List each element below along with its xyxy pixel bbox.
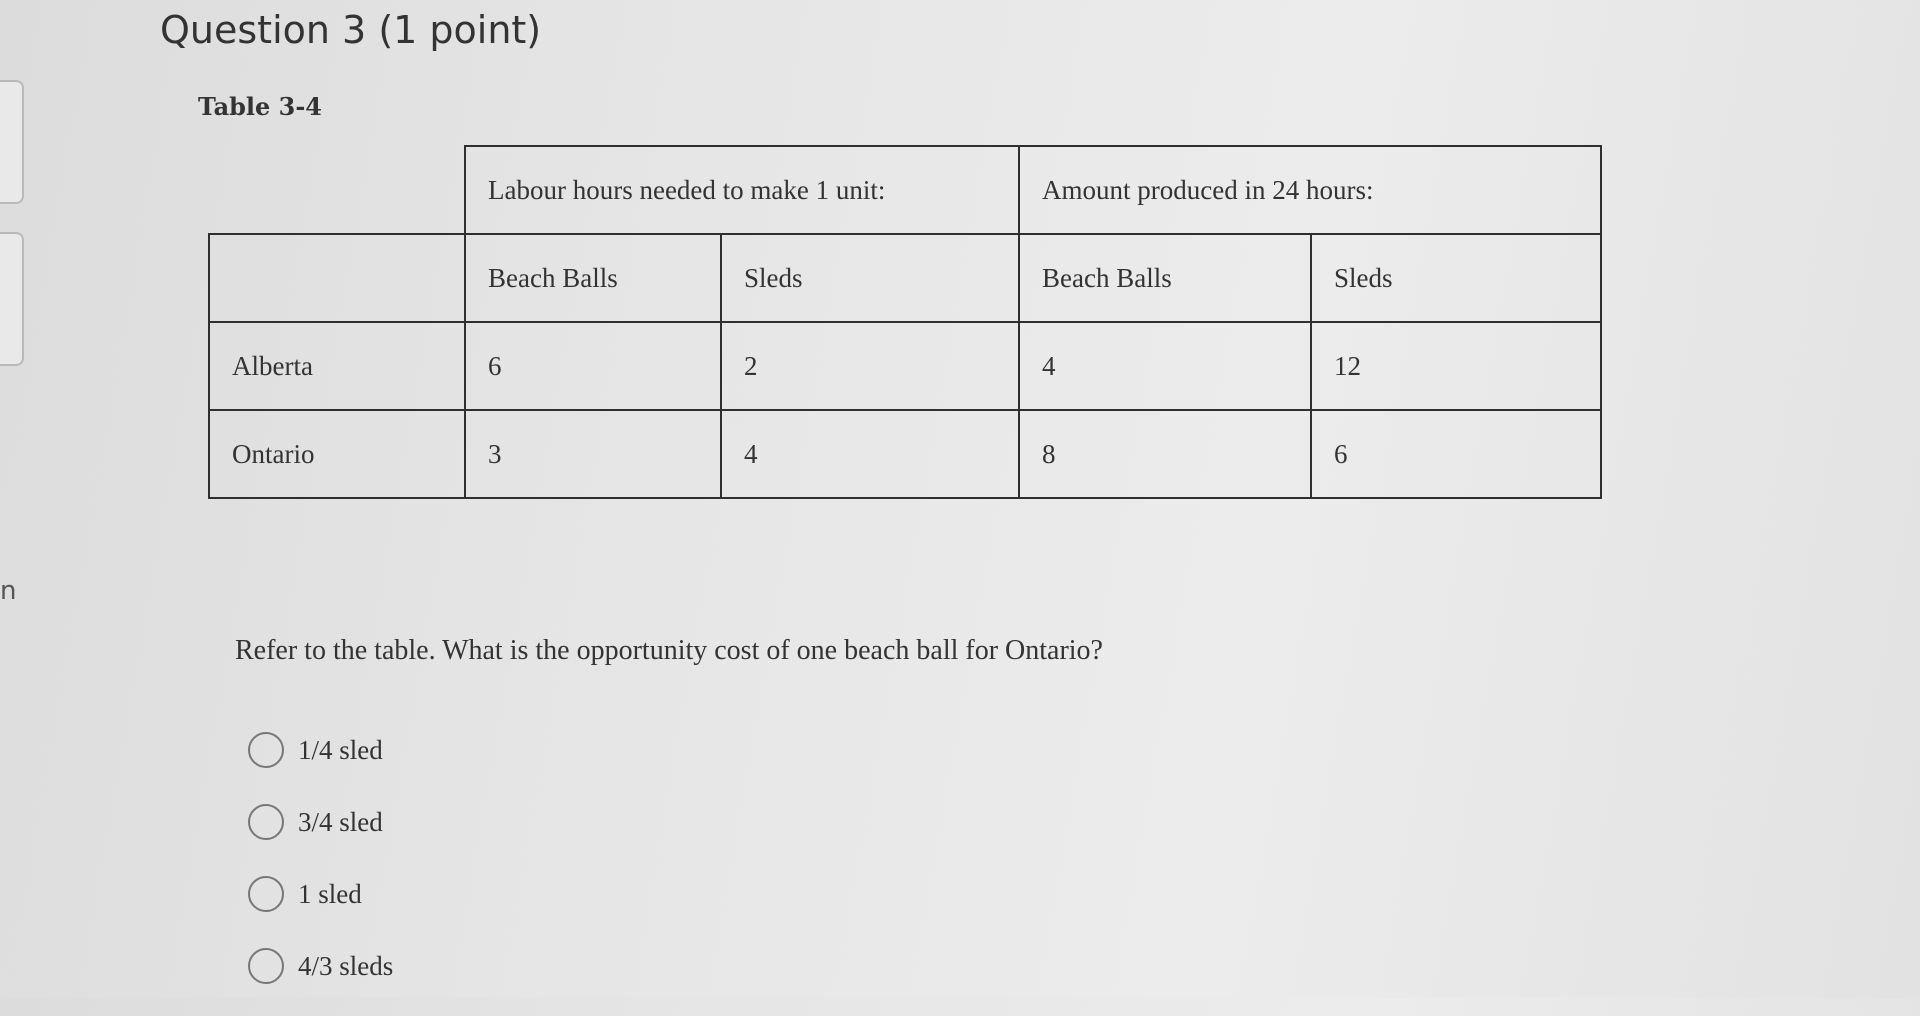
table-column-header-row xyxy=(209,234,1601,322)
table-cell: 8 xyxy=(1019,410,1311,498)
radio-button-icon[interactable] xyxy=(248,876,284,912)
edge-panel-box xyxy=(0,232,24,366)
table-cell: 4 xyxy=(1019,322,1311,410)
answer-option-label[interactable]: 3/4 sled xyxy=(298,806,383,837)
group-header-amount-produced: Amount produced in 24 hours: xyxy=(1019,146,1601,234)
row-label: Ontario xyxy=(209,410,465,498)
question-prompt: Refer to the table. What is the opportunity cost of one beach ball for Ontario? xyxy=(235,635,1103,666)
column-header: Sleds xyxy=(721,234,1019,322)
column-header: Beach Balls xyxy=(1019,234,1311,322)
blank-header-cell xyxy=(209,234,465,322)
edge-panel-box xyxy=(0,80,24,204)
row-label: Alberta xyxy=(209,322,465,410)
empty-corner-cell xyxy=(209,146,465,234)
answer-option-label[interactable]: 1 sled xyxy=(298,878,362,909)
table-row xyxy=(209,410,1601,498)
table-cell: 6 xyxy=(465,322,721,410)
question-points: (1 point) xyxy=(378,8,542,52)
answer-option-label[interactable]: 4/3 sleds xyxy=(298,950,394,981)
table-cell: 4 xyxy=(721,410,1019,498)
edge-glyph: n xyxy=(0,576,17,606)
answer-option-2[interactable] xyxy=(248,800,393,844)
table-group-header-row xyxy=(209,146,1601,234)
column-header: Sleds xyxy=(1311,234,1601,322)
table-cell: 2 xyxy=(721,322,1019,410)
question-title xyxy=(160,8,541,52)
answer-option-4[interactable] xyxy=(248,944,393,988)
table-cell: 12 xyxy=(1311,322,1601,410)
answer-option-3[interactable] xyxy=(248,872,393,916)
radio-button-icon[interactable] xyxy=(248,804,284,840)
table-cell: 6 xyxy=(1311,410,1601,498)
data-table xyxy=(208,145,1602,499)
left-edge-panel xyxy=(0,0,17,997)
radio-button-icon[interactable] xyxy=(248,732,284,768)
table-caption: Table 3-4 xyxy=(198,92,322,121)
radio-button-icon[interactable] xyxy=(248,948,284,984)
answer-option-1[interactable] xyxy=(248,728,393,772)
column-header: Beach Balls xyxy=(465,234,721,322)
answer-option-label[interactable]: 1/4 sled xyxy=(298,734,383,765)
answer-options xyxy=(248,728,393,1016)
group-header-labour-hours: Labour hours needed to make 1 unit: xyxy=(465,146,1019,234)
table-cell: 3 xyxy=(465,410,721,498)
question-number: Question 3 xyxy=(160,8,367,52)
table-row xyxy=(209,322,1601,410)
